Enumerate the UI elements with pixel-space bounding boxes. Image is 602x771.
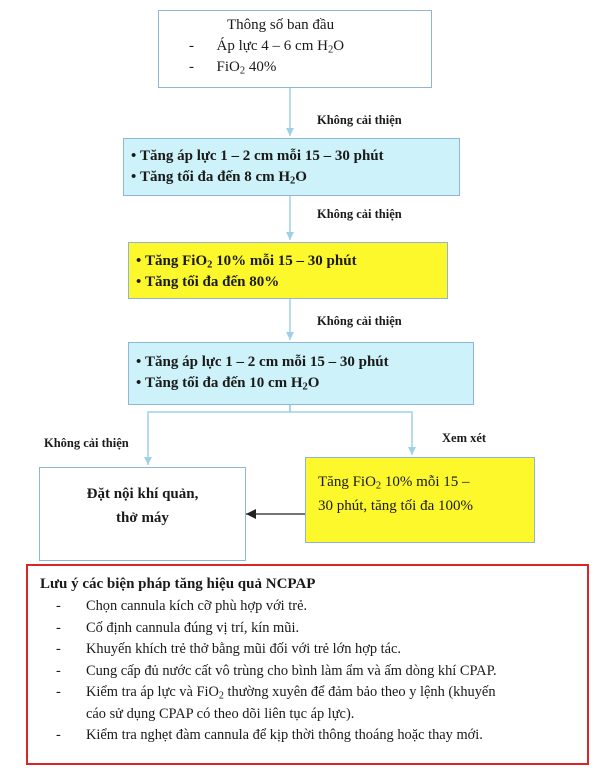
box3-line-1: • Tăng FiO$_2$ 10% mỗi 15 – 30 phút (136, 253, 357, 271)
arrow-5 (290, 405, 412, 455)
initial-settings-box (158, 10, 432, 88)
intubation-line-2: thở máy (116, 510, 169, 526)
label-no-improve-2: Không cải thiện (317, 207, 402, 221)
increase-pressure-box-2 (128, 342, 474, 405)
note-item: - Cố định cannula đúng vị trí, kín mũi. (56, 619, 300, 636)
box4-line-2: • Tăng tối đa đến 10 cm $H_2O$ (136, 375, 320, 393)
box2-line-1: • Tăng áp lực 1 – 2 cm mỗi 15 – 30 phút (131, 148, 384, 164)
increase-fio2-box-1 (128, 242, 448, 299)
label-consider: Xem xét (442, 431, 487, 445)
box3-line-2: • Tăng tối đa đến 80% (136, 274, 280, 290)
label-no-improve-3: Không cải thiện (317, 314, 402, 328)
intubation-line-1: Đặt nội khí quản, (86, 486, 199, 502)
label-no-improve-1: Không cải thiện (317, 113, 402, 127)
initial-pressure-item: - Áp lực 4 – 6 cm $H_2O$ (189, 38, 345, 56)
box6-line-2: 30 phút, tăng tối đa 100% (318, 498, 473, 514)
note-item: - Chọn cannula kích cỡ phù hợp với trẻ. (56, 598, 308, 614)
initial-settings-title: Thông số ban đầu (227, 17, 335, 33)
increase-pressure-box-1 (123, 138, 460, 196)
intubation-box (39, 467, 246, 561)
box2-line-2: • Tăng tối đa đến 8 cm $H_2O$ (131, 169, 307, 187)
increase-fio2-box-2 (305, 457, 535, 543)
box6-line-1: Tăng FiO$_2$ 10% mỗi 15 – (318, 474, 470, 492)
note-item: - Khuyến khích trẻ thở bằng mũi đối với trẻ lớn hợp tác. (56, 641, 401, 657)
note-item: - Kiểm tra nghẹt đàm cannula để kịp thời thông thoáng hoặc thay mới. (56, 727, 483, 743)
notes-title: Lưu ý các biện pháp tăng hiệu quả NCPAP (40, 576, 316, 592)
initial-fio2-item: - FiO$_2$ 40% (189, 59, 277, 77)
box4-line-1: • Tăng áp lực 1 – 2 cm mỗi 15 – 30 phút (136, 354, 389, 370)
note-item: - Kiểm tra áp lực và FiO$_2$ thường xuyên để đảm bảo theo y lệnh (khuyến cáo sử dụng CPAP có theo dõi liên tục áp lực). (56, 684, 496, 722)
label-no-improve-4: Không cải thiện (44, 436, 129, 450)
arrow-4 (148, 405, 290, 465)
note-item: - Cung cấp đủ nước cất vô trùng cho bình làm ẩm và ấm dòng khí CPAP. (56, 662, 497, 679)
ncpap-notes-box (26, 564, 589, 765)
